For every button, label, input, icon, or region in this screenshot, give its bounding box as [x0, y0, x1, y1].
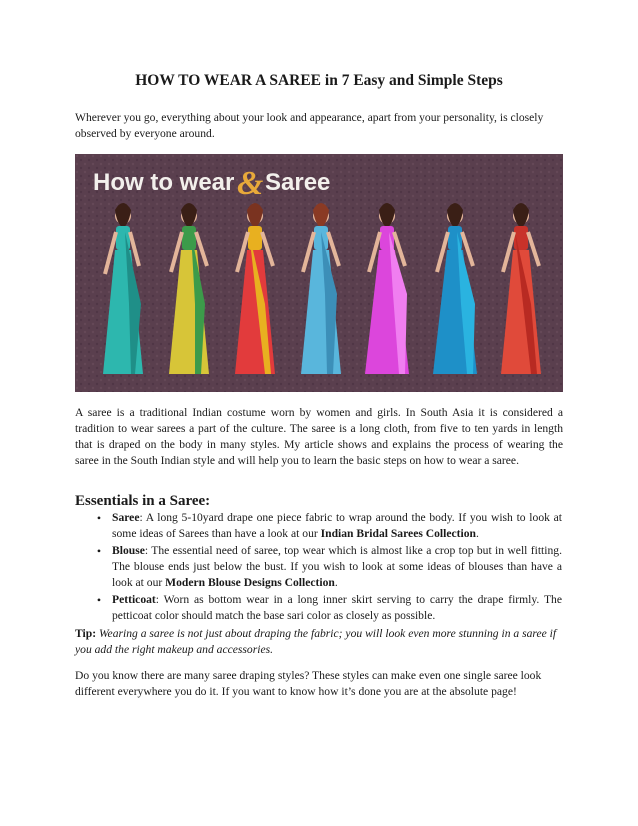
bullet-text: : The essential need of saree, top wear which is almost like a crop top but in well fitting. The blouse ends just below the bust. If you wish to look at some ideas of blouses than have a look at our	[112, 544, 562, 589]
bullet-term: Saree	[112, 511, 140, 524]
bullet-after: .	[475, 527, 479, 540]
essentials-heading: Essentials in a Saree:	[75, 493, 211, 509]
bullet-term: Petticoat	[112, 593, 156, 606]
bullet-term: Blouse	[112, 544, 145, 557]
banner-illustration	[75, 154, 563, 392]
saree-banner-image	[75, 154, 563, 392]
page-title: HOW TO WEAR A SAREE in 7 Easy and Simple Steps	[135, 72, 503, 89]
bullet-text: : A long 5-10yard drape one piece fabric to wrap around the body. If you wish to look at some ideas of Sarees than have a look at our	[112, 511, 562, 540]
bullet-dot: •	[96, 593, 102, 607]
essentials-list	[94, 510, 562, 625]
list-item	[94, 543, 562, 591]
closing-paragraph: Do you know there are many saree draping styles? These styles can make even one single saree look different everywhere you do it. If you want to know how it’s done you are at the absolute page!	[75, 669, 542, 698]
intro-paragraph: Wherever you go, everything about your look and appearance, apart from your personality, is closely observed by everyone around.	[75, 111, 544, 140]
bullet-text: : Worn as bottom wear in a long inner skirt serving to carry the drape firmly. The petticoat color should match the base sari color as closely as possible.	[112, 593, 562, 622]
bullet-dot: •	[96, 544, 102, 558]
tip-text: Wearing a saree is not just about draping the fabric; you will look even more stunning in a saree if you add the right makeup and accessories.	[75, 627, 557, 656]
bullet-link[interactable]: Indian Bridal Sarees Collection	[320, 527, 476, 540]
banner-title-left: How to wear	[93, 169, 235, 196]
bullet-dot: •	[96, 511, 102, 525]
banner-title-amp: &	[237, 165, 264, 202]
tip-label: Tip:	[75, 627, 97, 640]
banner-title-right: Saree	[265, 169, 331, 196]
tip-paragraph	[75, 626, 563, 658]
bullet-link[interactable]: Modern Blouse Designs Collection	[165, 576, 335, 589]
body-paragraph: A saree is a traditional Indian costume worn by women and girls. In South Asia it is considered a tradition to wear sarees a part of the culture. The saree is a long cloth, from five to ten yards in length that is draped on the body in many styles. My article shows and explains the process of wearing the saree in the South Indian style and will help you to learn the basic steps on how to wear a saree.	[75, 406, 563, 467]
bullet-after: .	[334, 576, 338, 589]
list-item	[94, 510, 562, 542]
list-item	[94, 592, 562, 624]
